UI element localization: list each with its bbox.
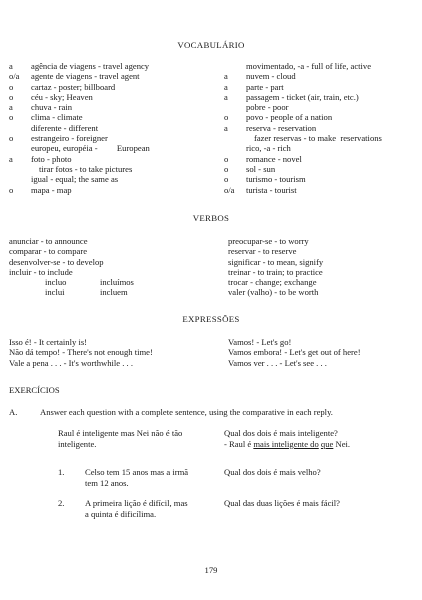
vocab-article: a — [9, 102, 13, 113]
conjugation-plural: incluem — [100, 287, 128, 298]
vocab-entry — [224, 164, 420, 174]
vocab-entry — [224, 185, 420, 195]
vocab-entry — [224, 174, 420, 184]
verb-entry: trocar - change; exchange — [228, 277, 317, 288]
exercise-a-letter: A. — [9, 407, 18, 417]
page-number: 179 — [204, 565, 218, 575]
vocab-entry — [224, 61, 420, 71]
verb-entry: preocupar-se - to worry — [228, 236, 309, 246]
expression-entry: Isso é! - It certainly is! — [9, 337, 88, 347]
vocab-article: a — [9, 61, 13, 71]
vocab-term: mapa - map — [31, 184, 72, 195]
vocab-term: turista - tourist — [246, 184, 297, 195]
verb-entry: anunciar - to announce — [9, 236, 88, 246]
vocab-article — [224, 143, 246, 153]
conjugation-row — [9, 277, 209, 287]
vocab-entry — [224, 112, 420, 122]
vocabulary-right-column — [224, 61, 420, 195]
expression-entry: Vamos ver . . . - Let's see . . . — [228, 357, 327, 368]
vocab-article — [9, 143, 31, 153]
item-2-statement-line-1: A primeira lição é difícil, mas — [85, 498, 188, 508]
vocab-term: europeu, européia - European — [31, 143, 150, 154]
vocab-term: cartaz - poster; billboard — [31, 81, 116, 92]
item-1-question: Qual dos dois é mais velho? — [224, 467, 321, 477]
vocab-entry — [9, 164, 209, 174]
expressions-heading: EXPRESSÕES — [182, 314, 240, 324]
vocab-article: o/a — [9, 71, 20, 82]
vocab-term: tirar fotos - to take pictures — [39, 163, 133, 174]
vocab-article — [224, 102, 246, 112]
expression-entry: Vamos! - Let's go! — [228, 337, 292, 347]
verbs-heading: VERBOS — [192, 213, 230, 223]
vocab-article: a — [224, 91, 228, 102]
vocab-article: o — [9, 184, 14, 195]
vocab-term: foto - photo — [31, 153, 72, 164]
vocab-entry — [9, 61, 209, 71]
conjugation-row — [9, 287, 209, 297]
vocab-entry — [224, 82, 420, 92]
vocab-entry — [9, 174, 209, 184]
vocab-entry — [9, 123, 209, 133]
expressions-left-column — [9, 337, 219, 368]
vocab-article: o — [224, 163, 229, 174]
expression-entry: Não dá tempo! - There's not enough time! — [9, 347, 153, 358]
vocab-term: estrangeiro - foreigner — [31, 133, 108, 144]
vocab-article — [224, 61, 246, 71]
example-question: Qual dos dois é mais inteligente? — [224, 428, 338, 438]
conjugation-singular: inclui — [45, 287, 65, 298]
vocab-entry — [9, 185, 209, 195]
vocab-entry — [224, 71, 420, 81]
example-statement-line-2: inteligente. — [58, 439, 97, 449]
expressions-right-column — [228, 337, 418, 368]
expression-entry: Vamos embora! - Let's get out of here! — [228, 347, 361, 358]
vocab-article: o — [9, 81, 14, 92]
vocabulary-left-column — [9, 61, 209, 195]
vocab-term: agente de viagens - travel agent — [31, 71, 140, 82]
vocab-term: céu - sky; Heaven — [31, 91, 93, 102]
vocab-article: o — [9, 133, 14, 144]
vocab-term: romance - novel — [246, 153, 302, 164]
vocab-entry — [224, 143, 420, 153]
vocab-article — [224, 133, 246, 143]
vocab-entry — [9, 82, 209, 92]
exercise-a-instruction: Answer each question with a complete sentence, using the comparative in each reply. — [40, 407, 333, 417]
item-1-statement-line-1: Celso tem 15 anos mas a irmã — [85, 467, 189, 477]
vocab-article — [9, 123, 31, 133]
vocab-article — [9, 174, 31, 184]
item-2-number: 2. — [58, 498, 65, 508]
vocab-entry — [9, 154, 209, 164]
vocab-term: movimentado, -a - full of life, active — [246, 61, 372, 71]
vocab-entry — [9, 102, 209, 112]
vocab-article — [9, 164, 31, 174]
verb-entry: desenvolver-se - to develop — [9, 256, 104, 267]
item-1-number: 1. — [58, 467, 65, 477]
verb-entry: valer (valho) - to be worth — [228, 287, 319, 298]
vocab-term: agência de viagens - travel agency — [31, 61, 150, 71]
vocab-entry — [9, 71, 209, 81]
vocab-term: fazer reservas - to make reservations — [254, 133, 382, 144]
vocab-term: sol - sun — [246, 163, 276, 174]
vocab-term: turismo - tourism — [246, 174, 306, 185]
vocab-article: o — [9, 112, 14, 123]
verb-entry: comparar - to compare — [9, 246, 88, 257]
vocab-article: a — [224, 71, 228, 82]
vocab-term: igual - equal; the same as — [31, 174, 119, 185]
vocab-article: o — [9, 91, 14, 102]
vocabulary-heading: VOCABULÁRIO — [177, 40, 245, 50]
vocab-term: nuvem - cloud — [246, 71, 296, 82]
vocab-term: parte - part — [246, 81, 284, 92]
vocab-article: a — [224, 81, 228, 92]
item-2-statement-line-2: a quinta é dificílima. — [85, 509, 157, 519]
conjugation-plural: incluímos — [100, 277, 134, 288]
verb-entry: reservar - to reserve — [228, 246, 297, 257]
vocab-article: a — [224, 122, 228, 133]
example-statement-line-1: Raul é inteligente mas Nei não é tão — [58, 428, 183, 438]
verb-entry: incluir - to include — [9, 266, 73, 277]
vocab-entry — [9, 112, 209, 122]
conjugation-singular: incluo — [45, 277, 67, 288]
verbs-right-column — [228, 236, 418, 298]
verb-entry: significar - to mean, signify — [228, 256, 324, 267]
vocab-term: pobre - poor — [246, 102, 289, 113]
expression-entry: Vale a pena . . . - It's worthwhile . . . — [9, 357, 133, 368]
item-1-statement-line-2: tem 12 anos. — [85, 478, 129, 488]
vocab-term: passagem - ticket (air, train, etc.) — [246, 91, 359, 102]
vocab-entry — [224, 102, 420, 112]
vocab-article: o — [224, 174, 229, 185]
vocab-article: o/a — [224, 184, 235, 195]
vocab-term: diferente - different — [31, 122, 99, 133]
vocab-entry — [224, 123, 420, 133]
vocab-term: reserva - reservation — [246, 122, 317, 133]
vocab-article: a — [9, 153, 13, 164]
vocab-term: rico, -a - rich — [246, 143, 291, 154]
item-2-question: Qual das duas lições é mais fácil? — [224, 498, 340, 508]
vocab-entry — [9, 143, 209, 153]
vocab-term: povo - people of a nation — [246, 112, 333, 123]
vocab-entry — [224, 154, 420, 164]
vocab-entry — [9, 92, 209, 102]
exercises-heading: EXERCÍCIOS — [9, 385, 60, 395]
vocab-term: clima - climate — [31, 112, 83, 123]
verbs-left-column — [9, 236, 209, 298]
example-answer: - Raul é mais inteligente do que Nei. — [224, 439, 351, 449]
vocab-article: o — [224, 112, 229, 123]
vocab-entry — [224, 133, 420, 143]
vocab-article: o — [224, 153, 229, 164]
vocab-term: chuva - rain — [31, 102, 73, 113]
verb-entry: treinar - to train; to practice — [228, 266, 323, 277]
vocab-entry — [224, 92, 420, 102]
vocab-entry — [9, 133, 209, 143]
